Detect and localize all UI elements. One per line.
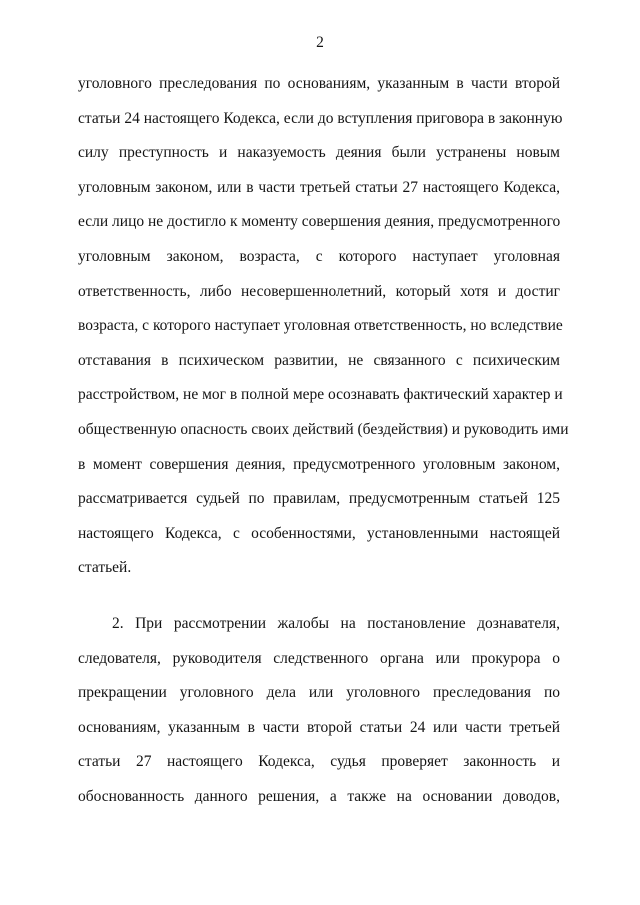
- text-line: уголовным законом, или в части третьей статьи 27 настоящего Кодекса,: [78, 178, 560, 196]
- text-line: обоснованность данного решения, а также на основании доводов,: [78, 787, 560, 805]
- text-line: настоящего Кодекса, с особенностями, установленными настоящей: [78, 524, 560, 542]
- text-line: следователя, руководителя следственного органа или прокурора о: [78, 649, 560, 667]
- text-line: уголовного преследования по основаниям, указанным в части второй: [78, 75, 560, 92]
- text-line: возраста, с которого наступает уголовная ответственность, но вследствие: [78, 317, 563, 335]
- paragraph-1: [78, 67, 569, 586]
- document-body: [78, 67, 569, 814]
- text-line: статьи 27 настоящего Кодекса, судья проверяет законность и: [78, 753, 560, 771]
- text-line: ответственность, либо несовершеннолетний, который хотя и достиг: [78, 282, 560, 300]
- text-line: в момент совершения деяния, предусмотренного уголовным законом,: [78, 455, 560, 473]
- text-line: силу преступность и наказуемость деяния были устранены новым: [78, 144, 560, 162]
- text-line: отставания в психическом развитии, не связанного с психическим: [78, 351, 560, 369]
- text-line: уголовным законом, возраста, с которого наступает уголовная: [78, 247, 560, 265]
- text-line: основаниям, указанным в части второй статьи 24 или части третьей: [78, 718, 560, 736]
- text-line: прекращении уголовного дела или уголовного преследования по: [78, 684, 560, 702]
- paragraph-spacer: [78, 586, 560, 607]
- text-line: статьей.: [78, 559, 132, 577]
- text-line: общественную опасность своих действий (бездействия) и руководить ими: [78, 420, 569, 438]
- text-line: 2. При рассмотрении жалобы на постановление дознавателя,: [112, 614, 560, 632]
- text-line: статьи 24 настоящего Кодекса, если до вступления приговора в законную: [78, 109, 563, 127]
- text-line: рассматривается судьей по правилам, предусмотренным статьей 125: [78, 490, 560, 508]
- paragraph-2: [78, 607, 560, 815]
- text-line: расстройством, не мог в полной мере осознавать фактический характер и: [78, 386, 563, 404]
- text-line: если лицо не достигло к моменту совершения деяния, предусмотренного: [78, 213, 561, 231]
- page-number: 2: [316, 34, 324, 51]
